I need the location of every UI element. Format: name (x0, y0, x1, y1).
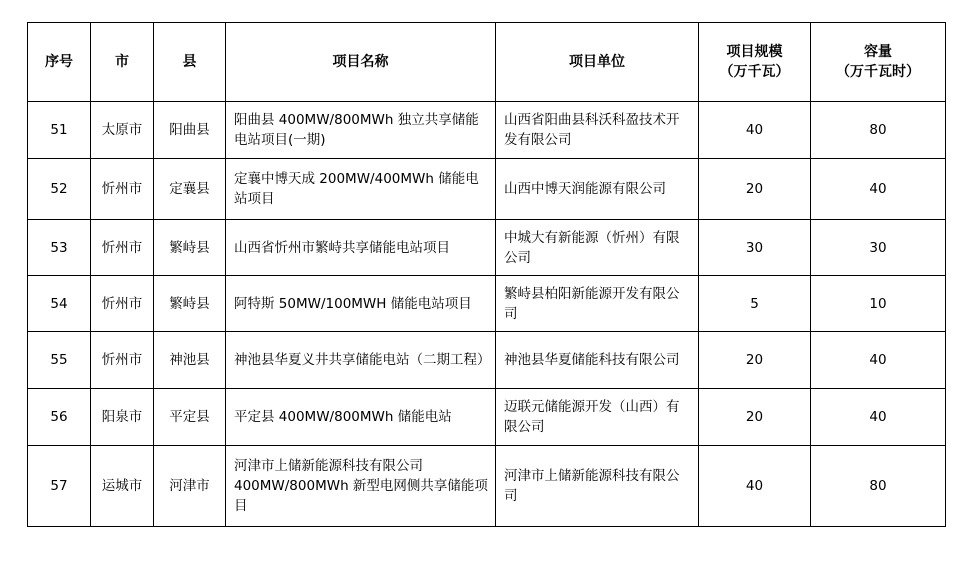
header-seq: 序号 (28, 23, 91, 102)
cell-project-name: 定襄中博天成 200MW/400MWh 储能电站项目 (226, 159, 496, 220)
cell-project-unit: 中城大有新能源（忻州）有限公司 (496, 220, 699, 276)
header-capacity (811, 23, 946, 102)
cell-capacity: 40 (811, 159, 946, 220)
cell-scale: 20 (699, 332, 811, 389)
table-row (28, 220, 946, 276)
cell-seq: 51 (28, 102, 91, 159)
header-city: 市 (91, 23, 154, 102)
cell-scale: 20 (699, 389, 811, 446)
cell-project-name: 阳曲县 400MW/800MWh 独立共享储能电站项目(一期) (226, 102, 496, 159)
cell-county: 繁峙县 (154, 276, 226, 332)
cell-scale: 40 (699, 102, 811, 159)
cell-county: 河津市 (154, 446, 226, 527)
cell-city: 太原市 (91, 102, 154, 159)
table-row (28, 446, 946, 527)
cell-capacity: 80 (811, 446, 946, 527)
cell-scale: 40 (699, 446, 811, 527)
cell-project-unit: 河津市上储新能源科技有限公司 (496, 446, 699, 527)
table-row (28, 389, 946, 446)
cell-county: 阳曲县 (154, 102, 226, 159)
header-scale (699, 23, 811, 102)
cell-project-unit: 山西中博天润能源有限公司 (496, 159, 699, 220)
cell-city: 忻州市 (91, 332, 154, 389)
cell-capacity: 30 (811, 220, 946, 276)
energy-storage-project-table (27, 22, 946, 527)
cell-seq: 54 (28, 276, 91, 332)
cell-county: 定襄县 (154, 159, 226, 220)
cell-project-name: 山西省忻州市繁峙共享储能电站项目 (226, 220, 496, 276)
table-row (28, 102, 946, 159)
cell-project-unit: 迈联元储能源开发（山西）有限公司 (496, 389, 699, 446)
cell-scale: 5 (699, 276, 811, 332)
cell-capacity: 80 (811, 102, 946, 159)
cell-county: 繁峙县 (154, 220, 226, 276)
table-row (28, 276, 946, 332)
cell-seq: 56 (28, 389, 91, 446)
cell-project-name: 阿特斯 50MW/100MWH 储能电站项目 (226, 276, 496, 332)
header-row (28, 23, 946, 102)
cell-county: 平定县 (154, 389, 226, 446)
header-scale-unit: （万千瓦） (719, 64, 790, 80)
cell-seq: 52 (28, 159, 91, 220)
header-project-name: 项目名称 (226, 23, 496, 102)
cell-project-name: 神池县华夏义井共享储能电站（二期工程） (226, 332, 496, 389)
cell-scale: 30 (699, 220, 811, 276)
cell-project-unit: 山西省阳曲县科沃科盈技术开发有限公司 (496, 102, 699, 159)
cell-seq: 55 (28, 332, 91, 389)
cell-capacity: 40 (811, 389, 946, 446)
cell-city: 忻州市 (91, 220, 154, 276)
cell-project-name: 河津市上储新能源科技有限公司 400MW/800MWh 新型电网侧共享储能项目 (226, 446, 496, 527)
cell-city: 忻州市 (91, 276, 154, 332)
cell-project-name: 平定县 400MW/800MWh 储能电站 (226, 389, 496, 446)
table-row (28, 159, 946, 220)
cell-city: 阳泉市 (91, 389, 154, 446)
cell-city: 运城市 (91, 446, 154, 527)
header-capacity-title: 容量 (864, 44, 892, 60)
cell-seq: 57 (28, 446, 91, 527)
table-row (28, 332, 946, 389)
cell-project-unit: 繁峙县柏阳新能源开发有限公司 (496, 276, 699, 332)
cell-seq: 53 (28, 220, 91, 276)
cell-capacity: 40 (811, 332, 946, 389)
cell-county: 神池县 (154, 332, 226, 389)
cell-city: 忻州市 (91, 159, 154, 220)
header-project-unit: 项目单位 (496, 23, 699, 102)
cell-scale: 20 (699, 159, 811, 220)
cell-project-unit: 神池县华夏储能科技有限公司 (496, 332, 699, 389)
cell-capacity: 10 (811, 276, 946, 332)
header-capacity-unit: （万千瓦时） (836, 64, 920, 80)
header-scale-title: 项目规模 (726, 44, 783, 60)
header-county: 县 (154, 23, 226, 102)
